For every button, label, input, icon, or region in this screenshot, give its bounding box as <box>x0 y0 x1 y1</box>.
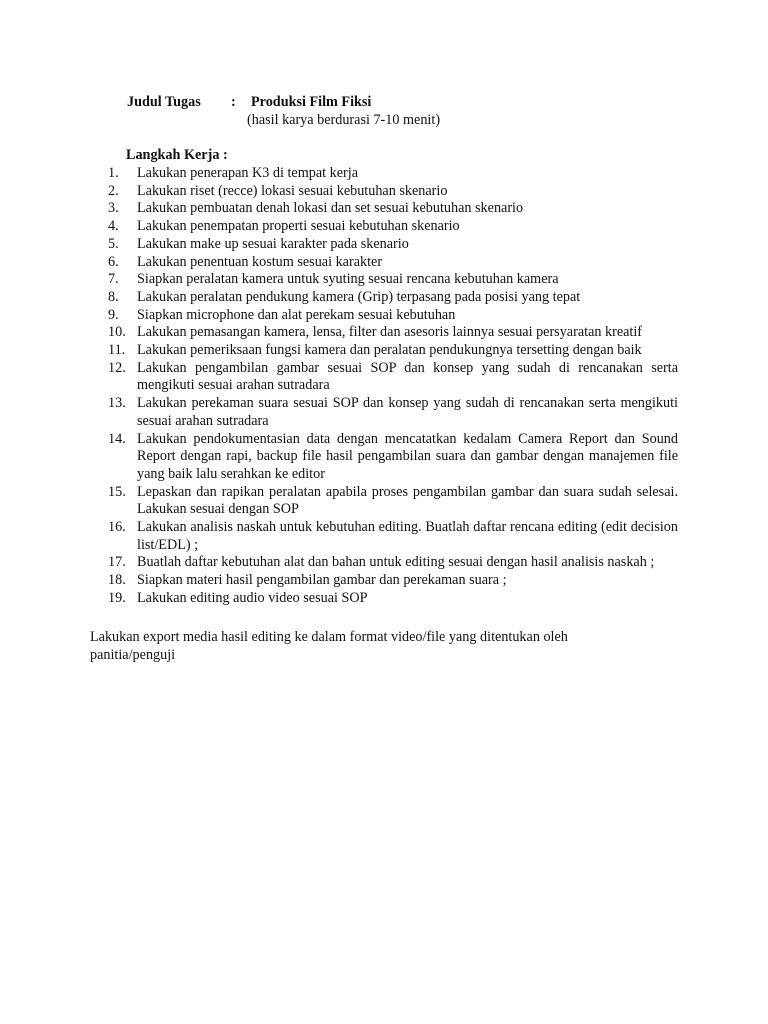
step-text: Lakukan analisis naskah untuk kebutuhan editing. Buatlah daftar rencana editing (edit decision list/EDL) ; <box>137 519 678 553</box>
step-text: Lepaskan dan rapikan peralatan apabila proses pengambilan gambar dan suara sudah selesai. Lakukan sesuai dengan SOP <box>137 483 678 518</box>
step-item <box>108 307 678 325</box>
task-title-value: Produksi Film Fiksi <box>251 94 372 110</box>
task-title-colon: : <box>231 94 236 110</box>
step-item <box>108 519 678 554</box>
step-item <box>108 431 678 484</box>
step-number: 16. <box>108 519 126 536</box>
step-text: Lakukan pemasangan kamera, lensa, filter dan asesoris lainnya sesuai persyaratan kreatif <box>137 324 643 341</box>
step-number: 13. <box>108 395 126 412</box>
step-item <box>108 254 678 272</box>
step-item <box>108 360 678 395</box>
step-text: Lakukan pembuatan denah lokasi dan set sesuai kebutuhan skenario <box>137 200 524 217</box>
step-text: Buatlah daftar kebutuhan alat dan bahan untuk editing sesuai dengan hasil analisis naskah ; <box>137 554 655 571</box>
step-number: 8. <box>108 288 119 305</box>
step-text: Lakukan perekaman suara sesuai SOP dan konsep yang sudah di rencanakan serta mengikuti sesuai arahan sutradara <box>137 395 678 429</box>
step-number: 7. <box>108 271 119 288</box>
task-subtitle: (hasil karya berdurasi 7-10 menit) <box>247 112 441 128</box>
step-text: Lakukan make up sesuai karakter pada skenario <box>137 235 409 252</box>
step-text: Lakukan penempatan properti sesuai kebutuhan skenario <box>137 218 460 235</box>
step-item <box>108 554 678 572</box>
step-number: 10. <box>108 324 126 341</box>
step-number: 18. <box>108 572 126 589</box>
steps-heading: Langkah Kerja : <box>126 147 228 163</box>
steps-list <box>108 165 678 608</box>
step-number: 4. <box>108 218 119 235</box>
step-number: 1. <box>108 165 119 181</box>
step-text: Siapkan peralatan kamera untuk syuting sesuai rencana kebutuhan kamera <box>137 271 559 288</box>
step-item <box>108 572 678 590</box>
step-number: 2. <box>108 182 119 199</box>
task-title-row <box>127 94 371 112</box>
step-number: 15. <box>108 483 126 500</box>
task-title-label: Judul Tugas <box>127 94 201 110</box>
step-text: Lakukan pendokumentasian data dengan mencatatkan kedalam Camera Report dan Sound Report dengan rapi, backup file hasil pengambilan suara dan gambar dengan manajemen file yang baik lalu serahkan ke editor <box>137 430 678 482</box>
step-item <box>108 324 678 342</box>
step-item <box>108 342 678 360</box>
step-number: 5. <box>108 235 119 252</box>
step-item <box>108 590 678 608</box>
step-text: Lakukan pemeriksaan fungsi kamera dan peralatan pendukungnya tersetting dengan baik <box>137 342 642 359</box>
step-number: 6. <box>108 253 119 270</box>
step-item <box>108 236 678 254</box>
step-item <box>108 289 678 307</box>
step-number: 11. <box>108 342 126 359</box>
step-number: 9. <box>108 306 119 323</box>
step-text: Siapkan materi hasil pengambilan gambar dan perekaman suara ; <box>137 572 507 589</box>
step-number: 19. <box>108 589 126 606</box>
step-number: 14. <box>108 430 126 447</box>
step-item <box>108 183 678 201</box>
step-number: 17. <box>108 554 126 571</box>
step-text: Lakukan peralatan pendukung kamera (Grip) terpasang pada posisi yang tepat <box>137 288 581 305</box>
step-item <box>108 395 678 430</box>
closing-paragraph: Lakukan export media hasil editing ke dalam format video/file yang ditentukan oleh panitia/penguji <box>90 629 568 663</box>
step-text: Lakukan penerapan K3 di tempat kerja <box>137 165 358 181</box>
step-text: Lakukan penentuan kostum sesuai karakter <box>137 253 383 270</box>
step-number: 12. <box>108 359 126 376</box>
step-item <box>108 271 678 289</box>
step-item <box>108 218 678 236</box>
step-item <box>108 200 678 218</box>
step-text: Lakukan editing audio video sesuai SOP <box>137 589 368 606</box>
step-text: Lakukan riset (recce) lokasi sesuai kebutuhan skenario <box>137 182 448 199</box>
step-number: 3. <box>108 200 119 217</box>
step-item <box>108 484 678 519</box>
step-text: Lakukan pengambilan gambar sesuai SOP dan konsep yang sudah di rencanakan serta mengikuti sesuai arahan sutradara <box>137 359 678 394</box>
step-text: Siapkan microphone dan alat perekam sesuai kebutuhan <box>137 306 456 323</box>
step-item <box>108 165 678 183</box>
